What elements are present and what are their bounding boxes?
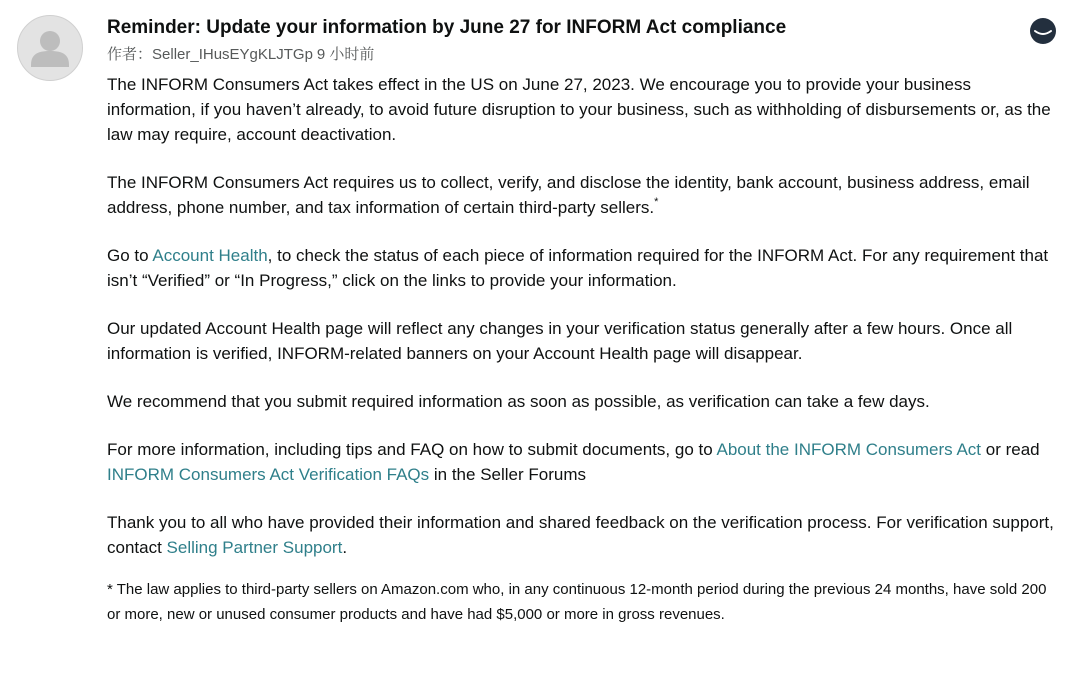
post-time: 9 小时前: [316, 46, 375, 63]
user-silhouette-icon: [18, 16, 82, 80]
paragraph-effective-date: [107, 72, 1059, 147]
paragraph-text: Thank you to all who have provided their information and shared feedback on the verification process. For verification support, contact: [107, 513, 1054, 557]
paragraph-text: or read: [981, 440, 1040, 459]
footnote-marker: *: [654, 196, 659, 208]
avatar[interactable]: [17, 15, 83, 81]
paragraph-text: .: [342, 538, 348, 557]
verification-faqs-link[interactable]: INFORM Consumers Act Verification FAQs: [107, 465, 430, 484]
author-prefix: 作者：: [107, 46, 153, 63]
paragraph-updates: [107, 316, 1059, 366]
paragraph-text: For more information, including tips and FAQ on how to submit documents, go to: [107, 440, 717, 459]
paragraph-text: Go to: [107, 246, 153, 265]
selling-partner-support-link[interactable]: Selling Partner Support: [166, 538, 343, 557]
paragraph-text: , to check the status of each piece of information required for the INFORM Act. For any requirement that isn’t “Verified” or “In Progress,” click on the links to provide your information.: [107, 246, 1049, 290]
paragraph-more-info: [107, 437, 1059, 487]
account-health-link[interactable]: Account Health: [152, 246, 268, 265]
paragraph-account-health: [107, 243, 1059, 293]
forum-post: [107, 14, 1059, 650]
paragraph-thanks: [107, 510, 1059, 560]
post-body: [107, 72, 1059, 627]
paragraph-text: The INFORM Consumers Act requires us to collect, verify, and disclose the identity, bank account, business address, email address, phone number, and tax information of certain third-party sellers.: [107, 173, 1030, 217]
about-inform-act-link[interactable]: About the INFORM Consumers Act: [716, 440, 982, 459]
post-meta: [107, 44, 1059, 66]
paragraph-text: We recommend that you submit required information as soon as possible, as verification can take a few days.: [107, 392, 930, 411]
paragraph-text: Our updated Account Health page will reflect any changes in your verification status generally after a few hours. Once all information is verified, INFORM-related banners on your Account Health page will disappear.: [107, 319, 1013, 363]
paragraph-text: The INFORM Consumers Act takes effect in the US on June 27, 2023. We encourage you to provide your business information, if you haven’t already, to avoid future disruption to your business, such as withholding of disbursements or, as the law may require, account deactivation.: [107, 75, 1051, 144]
footnote: * The law applies to third-party sellers on Amazon.com who, in any continuous 12-month period during the previous 24 months, have sold 200 or more, new or unused consumer products and have had $5,000 or more in gross revenues.: [107, 581, 1047, 623]
paragraph-text: in the Seller Forums: [429, 465, 586, 484]
author-link[interactable]: Seller_IHusEYgKLJTGp: [152, 46, 313, 63]
paragraph-recommendation: [107, 389, 1059, 414]
post-title[interactable]: Reminder: Update your information by June 27 for INFORM Act compliance: [107, 17, 787, 38]
paragraph-requirements: [107, 170, 1059, 220]
